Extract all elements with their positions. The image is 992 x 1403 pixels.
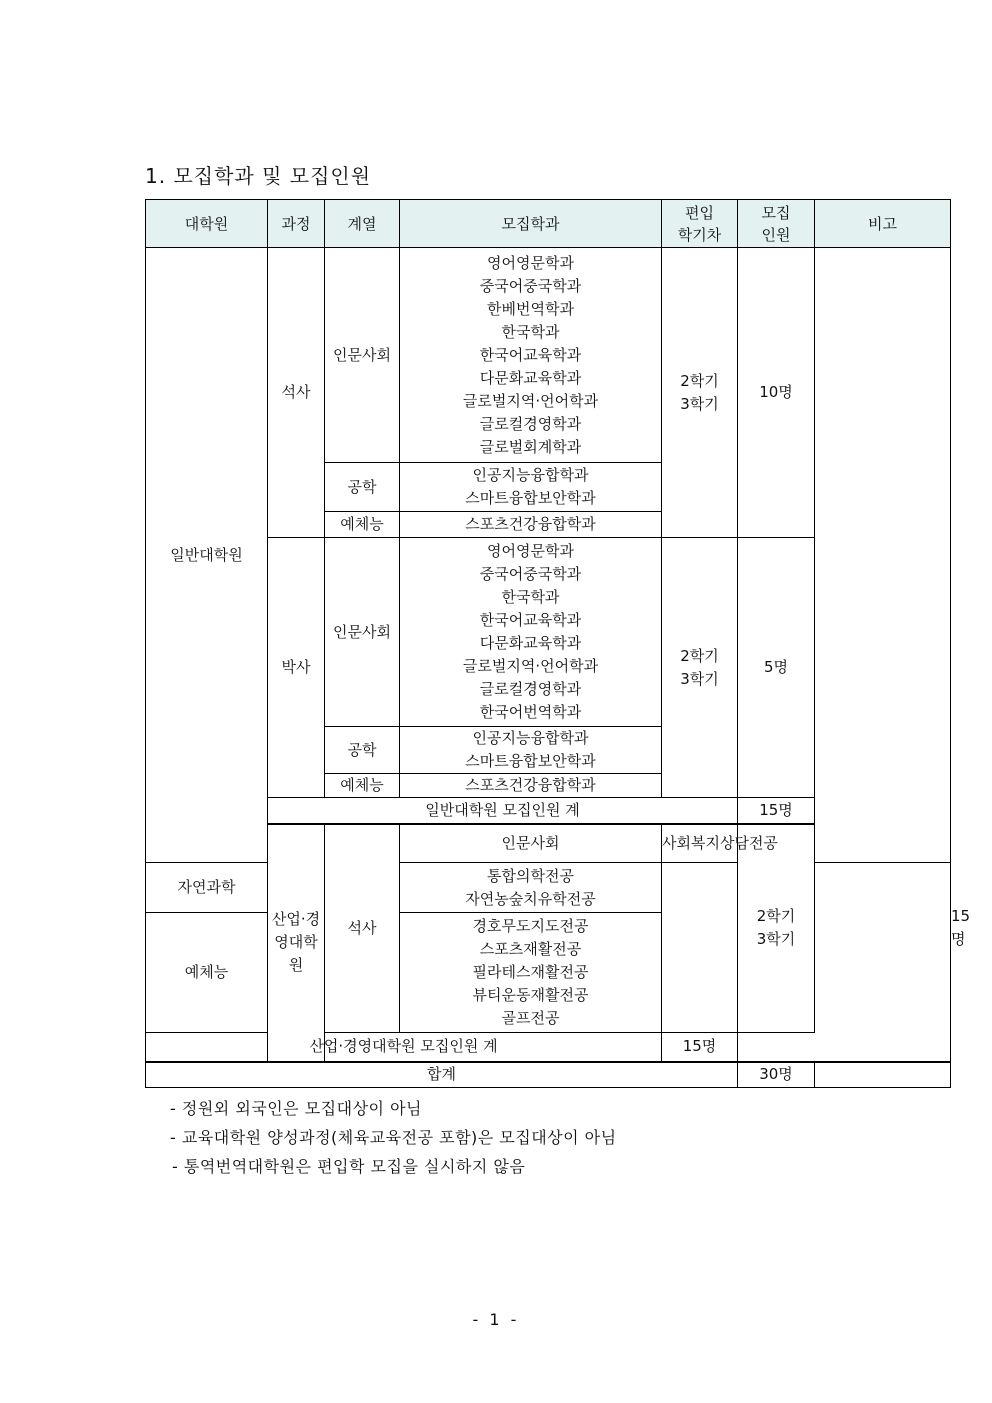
note-item: - 통역번역대학원은 편입학 모집을 실시하지 않음: [172, 1157, 526, 1176]
total-row: [146, 1062, 951, 1088]
remarks-cell: [815, 1062, 951, 1088]
department-list: 영어영문학과 중국어중국학과 한국학과 한국어교육학과 다문화교육학과 글로벌지역·언어학과 글로컬경영학과 한국어번역학과: [400, 538, 662, 727]
subtotal-value: 15명: [662, 1033, 738, 1062]
department-list: 스포츠건강융합학과: [400, 512, 662, 538]
section-title: 1. 모집학과 및 모집인원: [145, 164, 372, 188]
table-row: 산업·경영대학원 석사 인문사회 사회복지상담전공 2학기 3학기 15명: [146, 824, 951, 863]
field-name: 예체능: [325, 512, 400, 538]
department-list: 사회복지상담전공: [662, 824, 738, 863]
remarks-cell: [815, 248, 951, 863]
header-field: 계열: [325, 200, 400, 248]
table-header-row: [146, 200, 951, 248]
department-list: 통합의학전공 자연농숲치유학전공: [400, 863, 662, 913]
header-remarks: 비고: [815, 200, 951, 248]
department-list: 스포츠건강융합학과: [400, 774, 662, 798]
page-number: - 1 -: [472, 1310, 520, 1329]
table-row: [146, 863, 951, 913]
note-item: - 교육대학원 양성과정(체육교육전공 포함)은 모집대상이 아님: [170, 1128, 617, 1147]
field-name: 공학: [325, 463, 400, 512]
table-row: [146, 913, 951, 1033]
field-name: 공학: [325, 727, 400, 774]
subtotal-label: 산업·경영대학원 모집인원 계: [146, 1033, 662, 1062]
recruitment-table: [145, 199, 971, 1088]
department-list: 경호무도지도전공 스포츠재활전공 필라테스재활전공 뷰티운동재활전공 골프전공: [400, 913, 662, 1033]
field-name: 자연과학: [146, 863, 268, 913]
transfer-semester: 2학기 3학기: [738, 824, 815, 1033]
course-masters: 석사: [325, 824, 400, 1033]
subtotal-label: 일반대학원 모집인원 계: [268, 798, 738, 824]
header-departments: 모집학과: [400, 200, 662, 248]
field-name: 인문사회: [325, 248, 400, 463]
field-name: 예체능: [146, 913, 268, 1033]
department-list: 영어영문학과 중국어중국학과 한베번역학과 한국학과 한국어교육학과 다문화교육학과 글로벌지역·언어학과 글로컬경영학과 글로벌회계학과: [400, 248, 662, 463]
header-graduate-school: 대학원: [146, 200, 268, 248]
quota-value: 5명: [738, 538, 815, 798]
field-name: 인문사회: [325, 538, 400, 727]
field-name: 예체능: [325, 774, 400, 798]
total-label: 합계: [146, 1062, 738, 1088]
subtotal-row: [146, 1033, 951, 1062]
department-list: 인공지능융합학과 스마트융합보안학과: [400, 727, 662, 774]
course-masters: 석사: [268, 248, 325, 538]
quota-value: 10명: [738, 248, 815, 538]
school-industry: 산업·경영대학원: [268, 824, 325, 1062]
course-doctoral: 박사: [268, 538, 325, 798]
table-row: [146, 248, 951, 463]
transfer-semester: 2학기 3학기: [662, 248, 738, 538]
header-course: 과정: [268, 200, 325, 248]
subtotal-value: 15명: [738, 798, 815, 824]
note-item: - 정원외 외국인은 모집대상이 아님: [170, 1099, 423, 1118]
header-transfer-semester: 편입 학기차: [662, 200, 738, 248]
total-value: 30명: [738, 1062, 815, 1088]
notes-list: [170, 1094, 617, 1181]
school-general: 일반대학원: [146, 248, 268, 863]
header-quota: 모집 인원: [738, 200, 815, 248]
department-list: 인공지능융합학과 스마트융합보안학과: [400, 463, 662, 512]
field-name: 인문사회: [400, 824, 662, 863]
transfer-semester: 2학기 3학기: [662, 538, 738, 798]
